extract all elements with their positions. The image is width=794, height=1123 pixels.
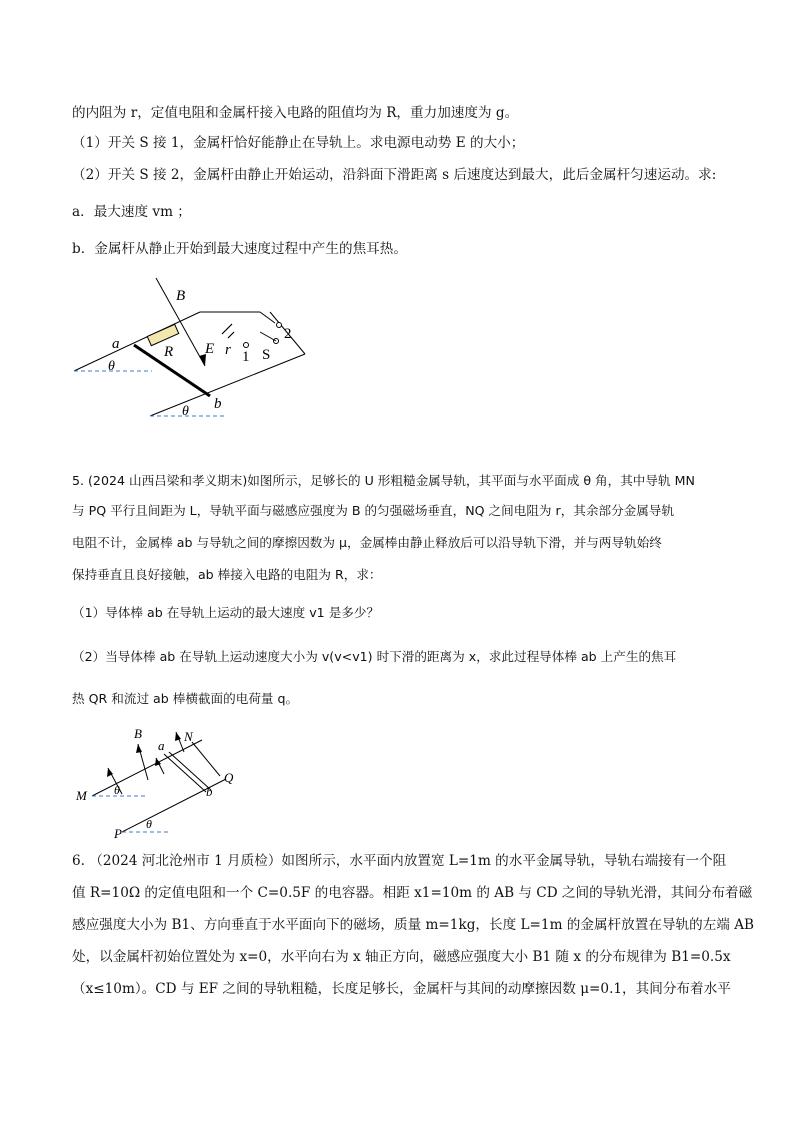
q4-battery-plate-short — [228, 332, 234, 338]
q5-line-1: 5. (2024 山西吕梁和孝义期末)如图所示，足够长的 U 形粗糙金属导轨，其平面与水平面成 θ 角，其中导轨 MN — [72, 473, 695, 488]
q4-rail-upper — [74, 312, 200, 371]
q5-field-arrowhead-3 — [155, 758, 161, 766]
q4-wire-top2 — [260, 312, 275, 323]
q6-line-3: 感应强度大小为 B1、方向垂直于水平面向下的磁场，质量 m=1kg，长度 L=1m 的金属杆放置在导轨的左端 AB — [72, 917, 755, 933]
q4-switch-blade — [260, 332, 276, 341]
q4-label-theta-upper: θ — [108, 359, 115, 374]
q4-label-B: B — [176, 288, 186, 304]
q4-switch-terminal-2 — [277, 323, 282, 328]
q4-label-r: r — [225, 342, 231, 358]
q4-line-3: （2）开关 S 接 2，金属杆由静止开始运动，沿斜面下滑距离 s 后速度达到最大，此后金属杆匀速运动。求: — [72, 167, 717, 183]
q6-line-4: 处，以金属杆初始位置处为 x=0，水平向右为 x 轴正方向，磁感应强度大小 B1 随 x 的分布规律为 B1=0.5x — [72, 949, 731, 965]
q5-line-2: 与 PQ 平行且间距为 L，导轨平面与磁感应强度为 B 的匀强磁场垂直，NQ 之间电阻为 r，其余部分金属导轨 — [72, 503, 675, 518]
q5-line-4: 保持垂直且良好接触，ab 棒接入电路的电阻为 R，求： — [72, 567, 382, 582]
q4-line-4: a．最大速度 vm ； — [72, 204, 191, 220]
q5-figure — [70, 722, 260, 847]
q6-line-1: 6. （2024 河北沧州市 1 月质检）如图所示，水平面内放置宽 L=1m 的水平金属导轨，导轨右端接有一个阻 — [72, 853, 727, 869]
q4-line-2: （1）开关 S 接 1，金属杆恰好能静止在导轨上。求电源电动势 E 的大小； — [72, 135, 525, 151]
q5-rail-NQ — [192, 742, 220, 776]
q5-label-M: M — [76, 788, 87, 803]
q6-line-2: 值 R=10Ω 的定值电阻和一个 C=0.5F 的电容器。相距 x1=10m 的 AB 与 CD 之间的导轨光滑，其间分布着磁 — [72, 885, 753, 901]
q5-field-arrowhead-2 — [136, 744, 142, 753]
q4-label-E: E — [205, 341, 215, 357]
q4-label-R: R — [164, 344, 174, 360]
q5-label-Q: Q — [224, 770, 234, 785]
q4-rail-lower — [150, 354, 305, 416]
q4-resistor — [147, 324, 178, 345]
q4-label-2: 2 — [284, 326, 292, 342]
q4-label-b: b — [214, 396, 222, 412]
q6-line-5: （x≤10m）。CD 与 EF 之间的导轨粗糙，长度足够长，金属杆与其间的动摩擦因数 μ=0.1，其间分布着水平 — [72, 981, 731, 997]
q5-label-theta-lower: θ — [146, 817, 152, 831]
q4-battery-plate-long — [222, 324, 232, 334]
q5-field-arrowhead-4 — [175, 732, 181, 741]
q4-label-1: 1 — [242, 349, 250, 365]
q5-line-6: （2）当导体棒 ab 在导轨上运动速度大小为 v(v<v1) 时下滑的距离为 x，求此过程导体棒 ab 上产生的焦耳 — [72, 649, 677, 664]
q5-rod-ab-1 — [164, 754, 206, 792]
q4-switch-terminal-1 — [244, 343, 249, 348]
q5-line-5: （1）导体棒 ab 在导轨上运动的最大速度 v1 是多少？ — [72, 605, 380, 620]
q4-label-theta-lower: θ — [182, 404, 189, 419]
q4-line-5: b．金属杆从静止开始到最大速度过程中产生的焦耳热。 — [72, 241, 407, 257]
q5-label-b: b — [206, 784, 213, 799]
q5-label-P: P — [114, 826, 122, 841]
q4-figure — [60, 268, 330, 428]
q5-label-a: a — [158, 738, 165, 753]
q5-label-theta-upper: θ — [114, 783, 120, 797]
q5-line-7: 热 QR 和流过 ab 棒横截面的电荷量 q。 — [72, 691, 299, 706]
q4-label-S: S — [262, 347, 271, 363]
q5-line-3: 电阻不计，金属棒 ab 与导轨之间的摩擦因数为 μ，金属棒由静止释放后可以沿导轨下滑，并与两导轨始终 — [72, 535, 662, 550]
q5-label-N: N — [184, 729, 193, 744]
q4-line-1: 的内阻为 r，定值电阻和金属杆接入电路的阻值均为 R，重力加速度为 g。 — [72, 105, 519, 121]
q4-label-a: a — [112, 336, 120, 352]
q5-label-B: B — [134, 726, 142, 741]
